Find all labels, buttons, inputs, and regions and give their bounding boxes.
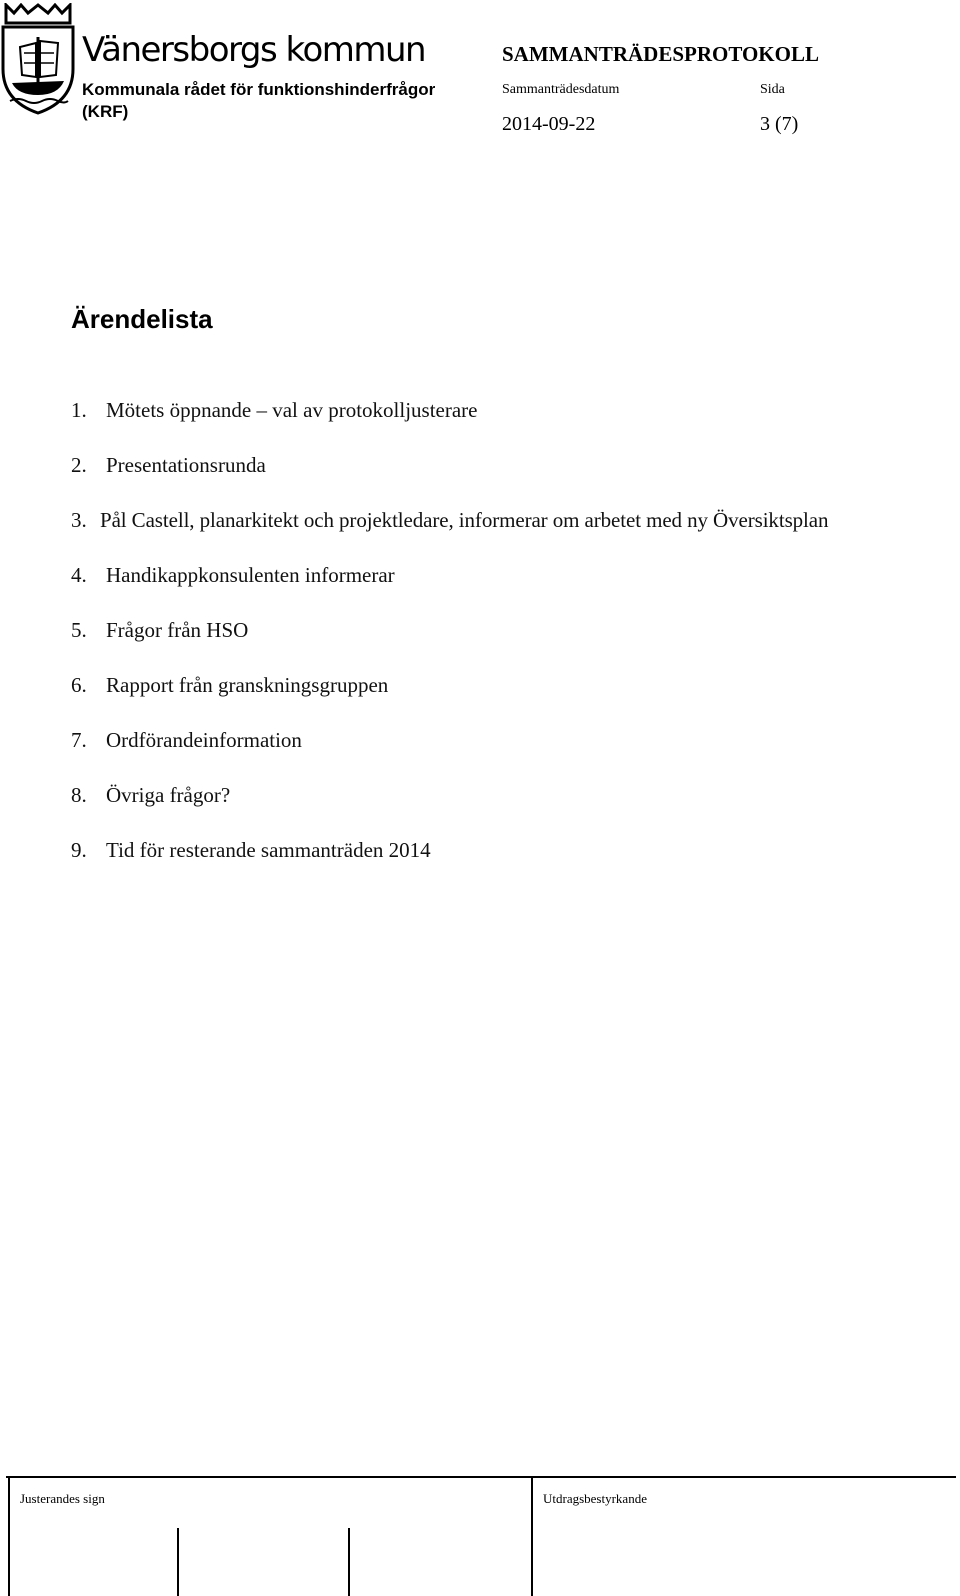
agenda-item-number: 7. xyxy=(71,728,87,752)
agenda-item-text: Ordförandeinformation xyxy=(106,728,302,752)
agenda-item xyxy=(71,838,828,893)
footer-sign-box-left-border xyxy=(8,1476,10,1596)
agenda-list xyxy=(71,398,828,893)
agenda-item-number: 9. xyxy=(71,838,87,862)
page-label: Sida xyxy=(760,82,785,97)
agenda-item-number: 6. xyxy=(71,673,87,697)
meeting-date: 2014-09-22 xyxy=(502,113,596,135)
coat-of-arms-ship-icon xyxy=(0,3,76,115)
signature-box-divider xyxy=(348,1528,350,1596)
agenda-item-text: Pål Castell, planarkitekt och projektledare, informerar om arbetet med ny Översiktsplan xyxy=(100,508,829,532)
agenda-item-number: 8. xyxy=(71,783,87,807)
agenda-item-text: Frågor från HSO xyxy=(106,618,249,642)
agenda-item xyxy=(71,783,828,838)
agenda-item-number: 2. xyxy=(71,453,87,477)
agenda-item xyxy=(71,728,828,783)
document-type-title: SAMMANTRÄDESPROTOKOLL xyxy=(502,42,819,66)
footer-divider xyxy=(6,1476,956,1478)
date-label: Sammanträdesdatum xyxy=(502,82,620,97)
agenda-item xyxy=(71,508,828,563)
signature-box-divider xyxy=(177,1528,179,1596)
footer-extract-box-left-border xyxy=(531,1476,533,1596)
agenda-item-text: Rapport från granskningsgruppen xyxy=(106,673,389,697)
agenda-heading: Ärendelista xyxy=(71,304,213,334)
department-name: Kommunala rådet för funktionshinderfrågor (KRF) xyxy=(82,80,436,121)
agenda-item-text: Presentationsrunda xyxy=(106,453,266,477)
agenda-item-number: 4. xyxy=(71,563,87,587)
agenda-item-number: 5. xyxy=(71,618,87,642)
extract-certification-label: Utdragsbestyrkande xyxy=(543,1491,647,1506)
agenda-item-text: Handikappkonsulenten informerar xyxy=(106,563,395,587)
agenda-item xyxy=(71,398,828,453)
agenda-item xyxy=(71,563,828,618)
agenda-item-number: 1. xyxy=(71,398,87,422)
agenda-item xyxy=(71,618,828,673)
page-number: 3 (7) xyxy=(760,113,799,135)
agenda-item xyxy=(71,673,828,728)
agenda-item-text: Övriga frågor? xyxy=(106,783,231,807)
municipality-name: Vänersborgs kommun xyxy=(82,30,426,70)
agenda-item-number: 3. xyxy=(71,508,87,532)
agenda-item-text: Mötets öppnande – val av protokolljusterare xyxy=(106,398,478,422)
agenda-item-text: Tid för resterande sammanträden 2014 xyxy=(106,838,431,862)
agenda-item xyxy=(71,453,828,508)
signature-label: Justerandes sign xyxy=(20,1491,105,1506)
